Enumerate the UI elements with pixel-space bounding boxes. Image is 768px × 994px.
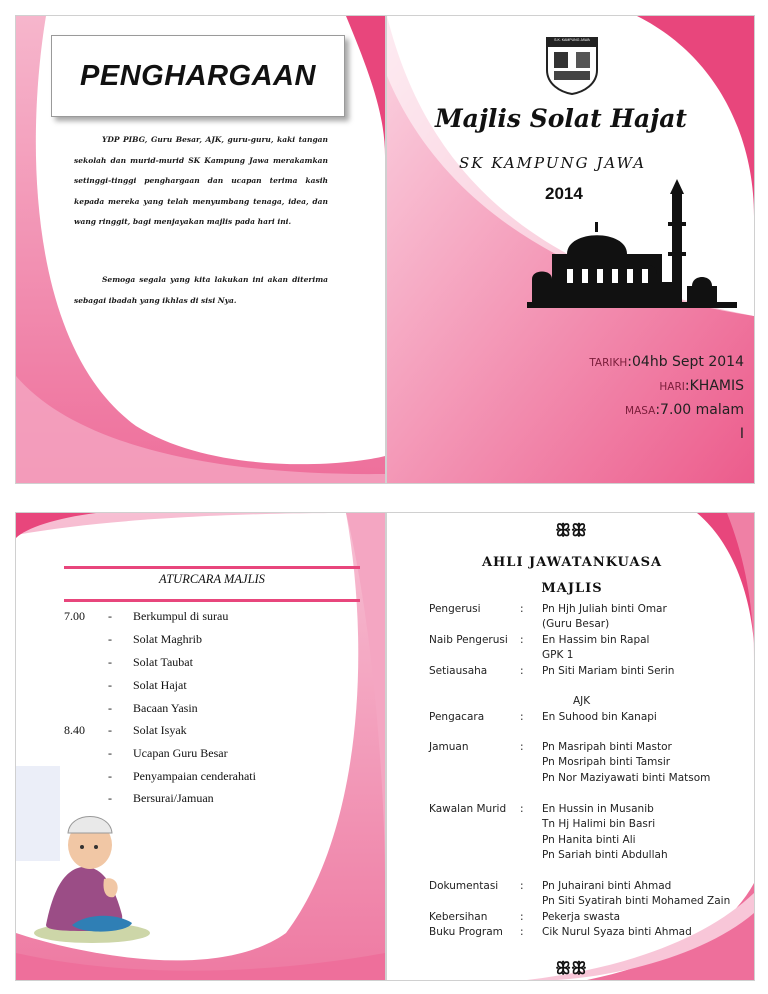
item-time: 8.40 <box>64 723 85 737</box>
masa-label: MASA <box>625 405 656 417</box>
item-dash: - <box>108 701 112 715</box>
colon: : <box>520 741 524 753</box>
item-dash: - <box>108 678 112 692</box>
member-name: Pn Juhairani binti Ahmad <box>542 880 672 892</box>
panel-aturcara <box>15 512 386 981</box>
member-name: (Guru Besar) <box>542 618 610 630</box>
role-kawalan-murid: Kawalan Murid <box>429 803 507 815</box>
ajk-title-line2: MAJLIS <box>541 581 603 596</box>
item-dash: - <box>108 791 112 805</box>
hari-value: :KHAMIS <box>684 378 744 394</box>
info-hari <box>659 378 744 394</box>
item-text: Bersurai/Jamuan <box>133 791 214 805</box>
praying-child-illustration-icon <box>32 775 152 945</box>
member-name: Pn Siti Syatirah binti Mohamed Zain <box>542 895 731 907</box>
role-pengerusi: Pengerusi <box>429 603 481 615</box>
item-text: Solat Taubat <box>133 655 193 669</box>
info-tarikh <box>589 354 744 370</box>
member-name: En Hassim bin Rapal <box>542 634 650 646</box>
item-dash: - <box>108 769 112 783</box>
penghargaan-title-box <box>51 35 345 117</box>
panel-cover <box>386 15 755 484</box>
member-name: En Suhood bin Kanapi <box>542 711 657 723</box>
member-name: Tn Hj Halimi bin Basri <box>542 818 656 830</box>
item-text: Ucapan Guru Besar <box>133 746 228 760</box>
item-dash: - <box>108 632 112 646</box>
list-item <box>64 655 364 677</box>
item-dash: - <box>108 723 112 737</box>
member-name: Pn Siti Mariam binti Serin <box>542 665 675 677</box>
colon: : <box>520 665 524 677</box>
title-bottom-rule <box>64 599 360 602</box>
colon: : <box>520 911 524 923</box>
tarikh-value: :04hb Sept 2014 <box>627 354 744 370</box>
penghargaan-paragraph-2: Semoga segala yang kita lakukan ini akan diterima sebagai ibadah yang ikhlas di sisi Nya. <box>74 275 328 305</box>
ajk-title-line1: AHLI JAWATANKUASA <box>481 555 663 570</box>
masa-value: :7.00 malam <box>655 402 744 418</box>
mosque-silhouette-icon <box>527 174 737 324</box>
hari-label: HARI <box>659 381 685 393</box>
list-item <box>64 609 364 631</box>
crest-text: S.K. KAMPUNG JAWA <box>554 38 590 42</box>
member-name: Pn Hjh Juliah binti Omar <box>542 603 667 615</box>
event-year: 2014 <box>545 184 583 203</box>
aturcara-title: ATURCARA MAJLIS <box>159 572 265 586</box>
item-text: Solat Isyak <box>133 723 187 737</box>
colon: : <box>520 803 524 815</box>
list-item <box>64 746 364 768</box>
colon: : <box>520 634 524 646</box>
item-text: Berkumpul di surau <box>133 609 229 623</box>
info-trailing: I <box>739 426 744 442</box>
role-jamuan: Jamuan <box>429 741 469 753</box>
school-crest-icon <box>542 34 602 96</box>
event-title: Majlis Solat Hajat <box>435 104 687 133</box>
list-item <box>64 723 364 745</box>
member-name: Cik Nurul Syaza binti Ahmad <box>542 926 692 938</box>
role-naib-pengerusi: Naib Pengerusi <box>429 634 508 646</box>
list-item <box>64 632 364 654</box>
member-name: Pn Mosripah binti Tamsir <box>542 756 671 768</box>
penghargaan-title: PENGHARGAAN <box>80 59 316 92</box>
panel-ajk <box>386 512 755 981</box>
list-item <box>64 678 364 700</box>
item-dash: - <box>108 655 112 669</box>
item-text: Bacaan Yasin <box>133 701 198 715</box>
ornament-bottom-icon: ꕥꕥ <box>555 959 587 979</box>
member-name: Pn Hanita binti Ali <box>542 834 636 846</box>
ajk-heading: AJK <box>573 695 591 707</box>
list-item <box>64 701 364 723</box>
tarikh-label: TARIKH <box>589 357 628 369</box>
ornament-top-icon: ꕥꕥ <box>555 521 587 541</box>
role-dokumentasi: Dokumentasi <box>429 880 499 892</box>
member-name: Pn Sariah binti Abdullah <box>542 849 668 861</box>
colon: : <box>520 603 524 615</box>
colon: : <box>520 880 524 892</box>
item-dash: - <box>108 746 112 760</box>
item-text: Solat Maghrib <box>133 632 202 646</box>
item-dash: - <box>108 609 112 623</box>
member-name: En Hussin in Musanib <box>542 803 654 815</box>
panel-penghargaan <box>15 15 386 484</box>
role-buku-program: Buku Program <box>429 926 503 938</box>
member-name: GPK 1 <box>542 649 574 661</box>
member-name: Pn Nor Maziyawati binti Matsom <box>542 772 711 784</box>
item-text: Solat Hajat <box>133 678 187 692</box>
title-top-rule <box>64 566 360 569</box>
penghargaan-paragraph-1: YDP PIBG, Guru Besar, AJK, guru-guru, kaki tangan sekolah dan murid-murid SK Kampung Jawa merakamkan setinggi-tinggi penghargaan dan ucapan terima kasih kepada mereka yang telah menyumbang tenaga, idea, dan wang ringgit, bagi menjayakan majlis pada hari ini. <box>74 135 328 226</box>
colon: : <box>520 711 524 723</box>
school-name: SK KAMPUNG JAWA <box>459 154 647 172</box>
role-pengacara: Pengacara <box>429 711 485 723</box>
member-name: Pekerja swasta <box>542 911 621 923</box>
member-name: Pn Masripah binti Mastor <box>542 741 672 753</box>
item-time: 7.00 <box>64 609 85 623</box>
role-kebersihan: Kebersihan <box>429 911 488 923</box>
info-masa <box>625 402 744 418</box>
colon: : <box>520 926 524 938</box>
role-setiausaha: Setiausaha <box>429 665 488 677</box>
item-text: Penyampaian cenderahati <box>133 769 256 783</box>
